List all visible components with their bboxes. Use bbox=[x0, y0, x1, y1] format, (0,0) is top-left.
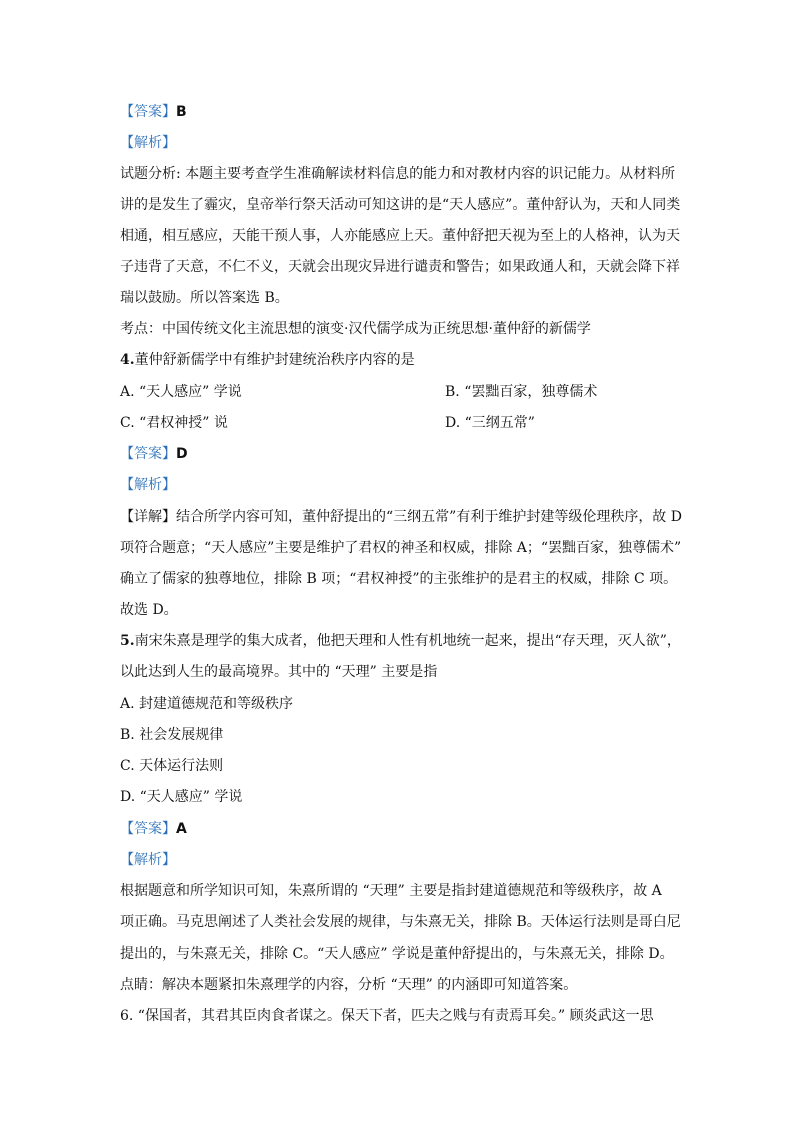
q3-analysis-line: 相通，相互感应，天能干预人事，人亦能感应上天。董仲舒把天视为至上的人格神，认为天 bbox=[120, 228, 680, 244]
analysis-label: 【解析】 bbox=[120, 135, 176, 151]
q3-analysis-label bbox=[120, 133, 680, 153]
q4-option-d: D. “三纲五常” bbox=[445, 415, 535, 431]
q5-option-d: D. “天人感应” 学说 bbox=[120, 789, 243, 805]
detail-text: 结合所学内容可知，董仲舒提出的“三纲五常”有利于维护封建等级伦理秩序，故 D bbox=[176, 509, 682, 525]
question-stem: “保国者，其君其臣肉食者谋之。保天下者，匹夫之贱与有责焉耳矣。” 顾炎武这一思 bbox=[133, 1008, 654, 1024]
q3-analysis-line: 瑞以鼓励。所以答案选 B。 bbox=[120, 290, 289, 306]
question-stem: 南宋朱熹是理学的集大成者，他把天理和人性有机地统一起来，提出“存天理，灭人欲”， bbox=[134, 633, 681, 649]
q5-stem-line: 以此达到人生的最高境界。其中的 “天理” 主要是指 bbox=[120, 664, 438, 680]
answer-value: B bbox=[176, 104, 187, 120]
analysis-label: 【解析】 bbox=[120, 477, 176, 493]
detail-label: 【详解】 bbox=[120, 509, 176, 525]
q5-analysis-line: 提出的，与朱熹无关，排除 C。“天人感应” 学说是董仲舒提出的，与朱熹无关，排除 D。 bbox=[120, 946, 674, 962]
q4-detail-line: 故选 D。 bbox=[120, 602, 178, 618]
analysis-label: 【解析】 bbox=[120, 852, 176, 868]
question-number: 5. bbox=[120, 633, 135, 649]
q5-option-c: C. 天体运行法则 bbox=[120, 758, 224, 774]
q4-option-a: A. “天人感应” 学说 bbox=[120, 384, 242, 400]
q4-detail-line: 确立了儒家的独尊地位，排除 B 项；“君权神授”的主张维护的是君主的权威，排除 C 项。 bbox=[120, 571, 678, 587]
question-number: 6. bbox=[120, 1008, 134, 1024]
question-stem: 董仲舒新儒学中有维护封建统治秩序内容的是 bbox=[134, 352, 415, 368]
q4-detail-line bbox=[120, 507, 680, 527]
q5-answer bbox=[120, 819, 680, 839]
q5-analysis-line: 项正确。马克思阐述了人类社会发展的规律，与朱熹无关，排除 B。天体运行法则是哥白尼 bbox=[120, 914, 681, 930]
answer-label: 【答案】 bbox=[120, 104, 176, 120]
q5-analysis-line: 根据题意和所学知识可知，朱熹所谓的 “天理” 主要是指封建道德规范和等级秩序，故 A bbox=[120, 883, 662, 899]
answer-value: A bbox=[176, 821, 187, 837]
q4-option-b: B. “罢黜百家，独尊儒术 bbox=[445, 384, 598, 400]
q3-analysis-line: 讲的是发生了霾灾，皇帝举行祭天活动可知这讲的是“天人感应”。董仲舒认为，天和人同类 bbox=[120, 197, 681, 213]
q5-analysis-label bbox=[120, 850, 680, 870]
q3-kaodian: 考点：中国传统文化主流思想的演变·汉代儒学成为正统思想·董仲舒的新儒学 bbox=[120, 321, 591, 337]
question-number: 4. bbox=[120, 352, 135, 368]
q4-answer bbox=[120, 444, 680, 464]
q5-analysis-line: 点睛：解决本题紧扣朱熹理学的内容，分析 “天理” 的内涵即可知道答案。 bbox=[120, 977, 578, 993]
q6-stem bbox=[120, 1006, 680, 1026]
answer-label: 【答案】 bbox=[120, 446, 176, 462]
q4-stem bbox=[120, 350, 680, 370]
q4-analysis-label bbox=[120, 475, 680, 495]
answer-value: D bbox=[176, 446, 188, 462]
q4-option-c: C. “君权神授” 说 bbox=[120, 415, 228, 431]
answer-label: 【答案】 bbox=[120, 821, 176, 837]
q5-stem bbox=[120, 631, 680, 651]
q4-detail-line: 项符合题意；“天人感应”主要是维护了君权的神圣和权威，排除 A；“罢黜百家，独尊儒术” bbox=[120, 540, 682, 556]
q3-answer bbox=[120, 102, 680, 122]
q5-option-a: A. 封建道德规范和等级秩序 bbox=[120, 696, 294, 712]
q5-option-b: B. 社会发展规律 bbox=[120, 727, 224, 743]
q3-analysis-line: 试题分析: 本题主要考查学生准确解读材料信息的能力和对教材内容的识记能力。从材料所 bbox=[120, 166, 676, 182]
q3-analysis-line: 子违背了天意，不仁不义，天就会出现灾异进行谴责和警告；如果政通人和，天就会降下祥 bbox=[120, 259, 680, 275]
